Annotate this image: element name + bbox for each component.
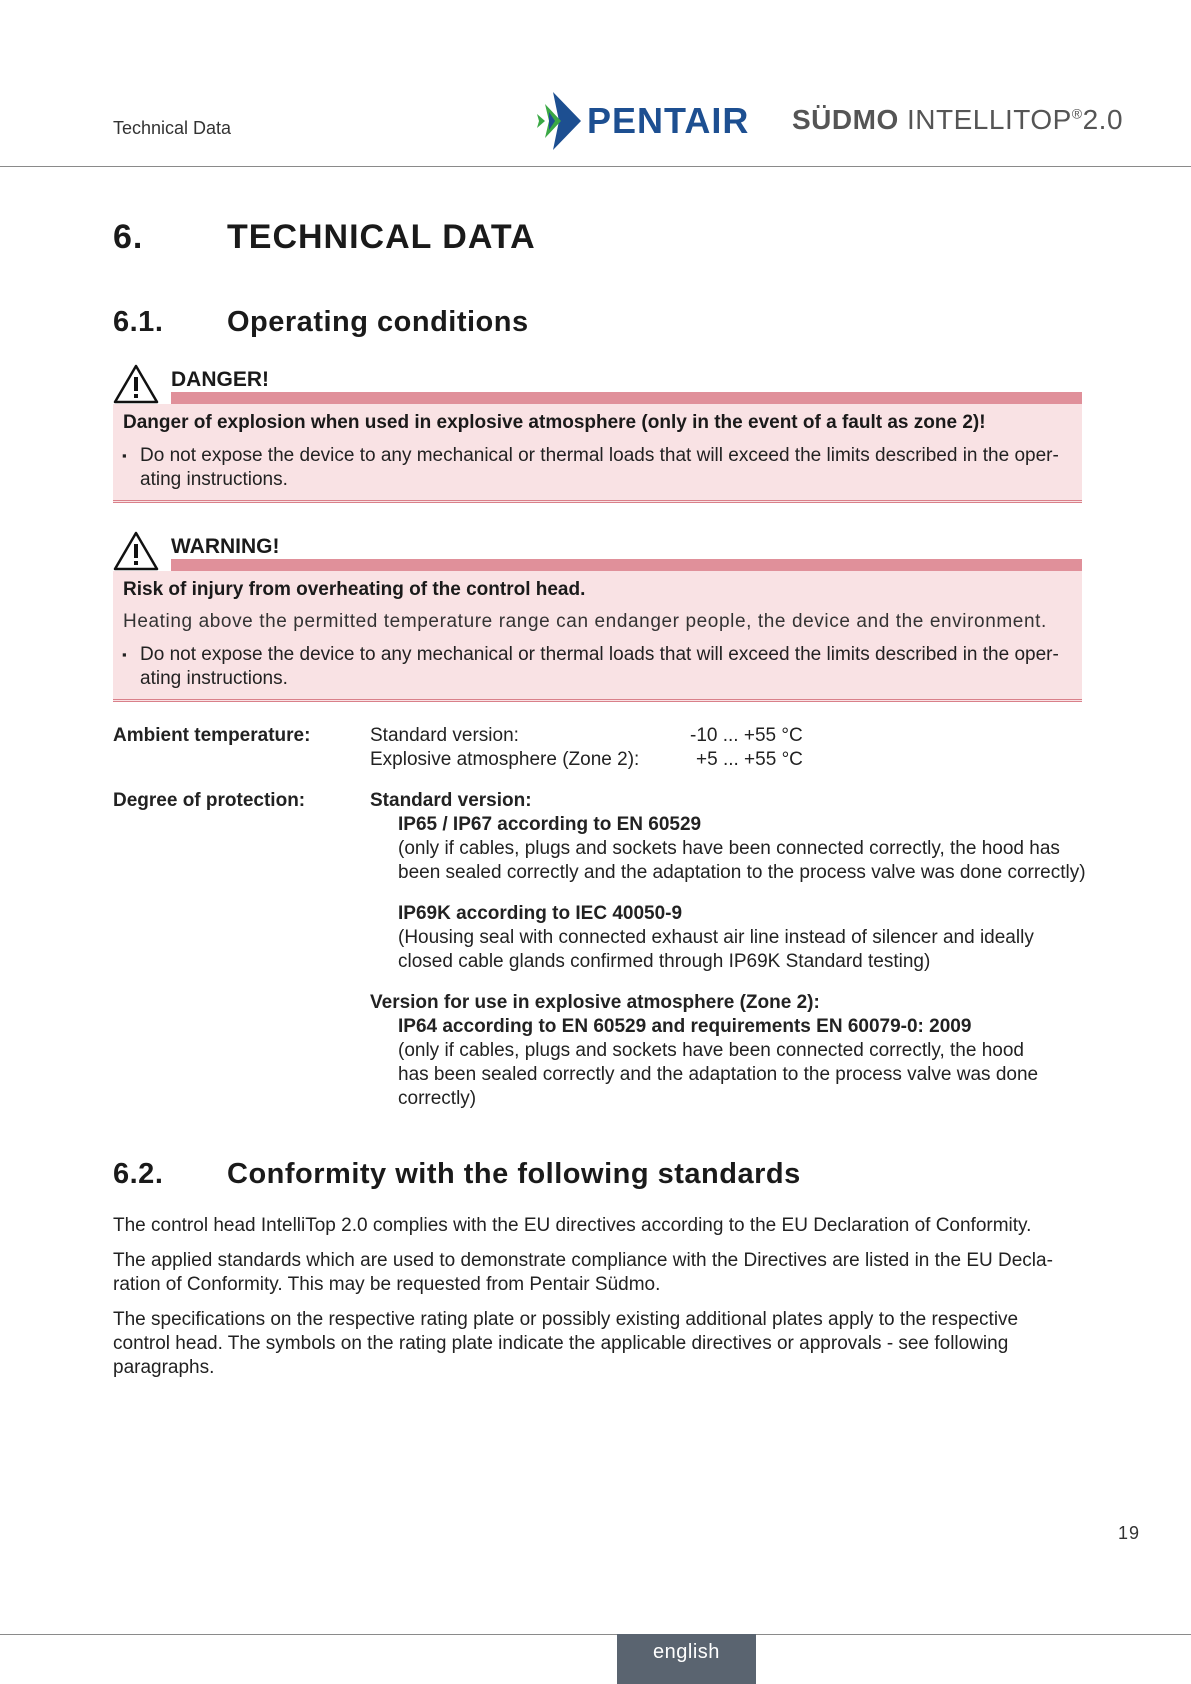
warning-triangle-icon [113, 364, 159, 404]
conformity-paragraph-2 [113, 1249, 1083, 1297]
page-number: 19 [1118, 1523, 1141, 1543]
conformity-p3-line2: control head. The symbols on the rating plate indicate the applicable directives or approvals - see following [113, 1333, 1009, 1354]
danger-bullet-line2: ating instructions. [140, 469, 288, 490]
conformity-p3-line3: paragraphs. [113, 1357, 215, 1378]
chapter-number: 6. [113, 218, 144, 256]
language-tab: english [617, 1634, 756, 1684]
warning-bullet-line2: ating instructions. [140, 668, 288, 689]
product-title [792, 104, 1123, 136]
protection-ip69-line1: (Housing seal with connected exhaust air line instead of silencer and ideally [398, 927, 1034, 948]
protection-ip69-title: IP69K according to IEC 40050-9 [398, 903, 683, 924]
section-61-number: 6.1. [113, 306, 164, 338]
warning-bottom-rule [113, 699, 1082, 702]
pentair-logo [535, 92, 749, 150]
footer-rule [0, 1634, 1191, 1635]
ambient-row-standard-name: Standard version: [370, 725, 519, 746]
protection-ip65-line2: been sealed correctly and the adaptation to the process valve was done correctly) [398, 862, 1086, 883]
warning-keyword: WARNING! [171, 535, 280, 558]
conformity-p2-line2: ration of Conformity. This may be requested from Pentair Südmo. [113, 1274, 661, 1295]
warning-lead: Risk of injury from overheating of the control head. [123, 579, 586, 600]
danger-bullet-line1: Do not expose the device to any mechanical or thermal loads that will exceed the limits described in the oper- [140, 445, 1059, 466]
product-name: INTELLITOP [907, 104, 1072, 135]
conformity-paragraph-3 [113, 1308, 1083, 1380]
warning-bullet-line1: Do not expose the device to any mechanical or thermal loads that will exceed the limits described in the oper- [140, 644, 1059, 665]
pentair-logo-text: PENTAIR [587, 100, 750, 141]
running-header-section: Technical Data [113, 118, 232, 138]
warning-bar [171, 559, 1082, 571]
danger-notice [113, 364, 1082, 498]
warning-triangle-icon [113, 531, 159, 571]
section-61-title: Operating conditions [227, 306, 529, 338]
ambient-row-ex-name: Explosive atmosphere (Zone 2): [370, 749, 640, 770]
ambient-row-standard-value: -10 ... +55 °C [690, 725, 803, 746]
danger-bottom-rule [113, 500, 1082, 503]
protection-label: Degree of protection: [113, 790, 306, 811]
protection-ip64-line3: correctly) [398, 1088, 477, 1109]
protection-ip65-line1: (only if cables, plugs and sockets have been connected correctly, the hood has [398, 838, 1060, 859]
danger-bullet [113, 434, 1082, 492]
danger-bar [171, 392, 1082, 404]
section-62-number: 6.2. [113, 1158, 164, 1190]
danger-lead: Danger of explosion when used in explosive atmosphere (only in the event of a fault as zone 2)! [123, 412, 986, 433]
danger-keyword: DANGER! [171, 368, 269, 391]
product-version: 2.0 [1082, 104, 1124, 135]
warning-text: Heating above the permitted temperature range can endanger people, the device and the environment. [123, 611, 1047, 632]
protection-ip64-line2: has been sealed correctly and the adaptation to the process valve was done [398, 1064, 1039, 1085]
warning-bullet [113, 633, 1082, 691]
ambient-row-ex-value: +5 ... +55 °C [696, 749, 803, 770]
conformity-paragraph-1: The control head IntelliTop 2.0 complies with the EU directives according to the EU Declaration of Conformity. [113, 1215, 1032, 1236]
warning-body [113, 571, 1082, 702]
protection-ex-title: Version for use in explosive atmosphere (Zone 2): [370, 992, 820, 1013]
protection-ip65-title: IP65 / IP67 according to EN 60529 [398, 814, 702, 835]
header-rule [0, 166, 1191, 167]
registered-mark: ® [1071, 105, 1083, 122]
protection-ip64-line1: (only if cables, plugs and sockets have been connected correctly, the hood [398, 1040, 1024, 1061]
danger-body [113, 404, 1082, 503]
section-62-title: Conformity with the following standards [227, 1158, 801, 1190]
warning-notice [113, 531, 1082, 699]
ambient-temperature-label: Ambient temperature: [113, 725, 311, 746]
conformity-p3-line1: The specifications on the respective rating plate or possibly existing additional plates apply to the respective [113, 1309, 1019, 1330]
product-brand: SÜDMO [792, 104, 899, 135]
chapter-title: TECHNICAL DATA [227, 218, 536, 256]
protection-ip64-title: IP64 according to EN 60529 and requirements EN 60079-0: 2009 [398, 1016, 972, 1037]
protection-ip69-line2: closed cable glands confirmed through IP69K Standard testing) [398, 951, 931, 972]
protection-standard-title: Standard version: [370, 790, 532, 811]
pentair-diamond-icon [535, 92, 581, 150]
conformity-p2-line1: The applied standards which are used to demonstrate compliance with the Directives are listed in the EU Decla- [113, 1250, 1053, 1271]
